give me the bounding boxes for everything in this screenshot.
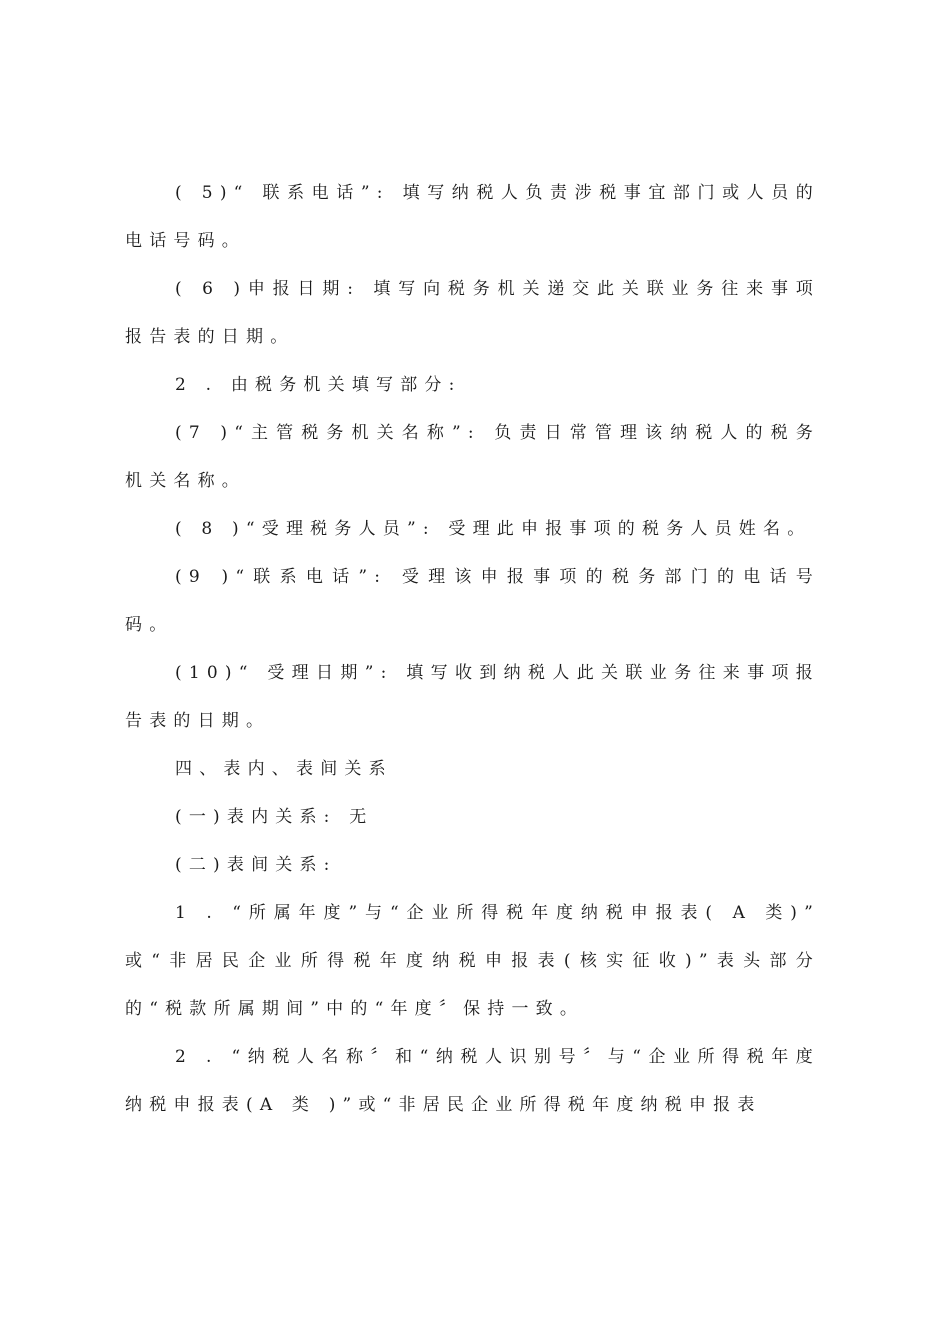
paragraph-acceptance-date: (10)“ 受理日期”: 填写收到纳税人此关联业务往来事项报告表的日期。 bbox=[125, 663, 820, 731]
section-heading-relationships: 四、表内、表间关系 bbox=[175, 759, 393, 779]
paragraph-tax-authority-section: 2 . 由税务机关填写部分: bbox=[175, 375, 462, 395]
paragraph-intra-table: (一)表内关系: 无 bbox=[175, 807, 374, 827]
paragraph-authority-name: (7 )“主管税务机关名称”: 负责日常管理该纳税人的税务机关名称。 bbox=[125, 423, 820, 491]
paragraph-department-phone: (9 )“联系电话”: 受理该申报事项的税务部门的电话号码。 bbox=[125, 567, 820, 635]
paragraph-inter-table: (二)表间关系: bbox=[175, 855, 337, 875]
paragraph-contact-phone: ( 5)“ 联系电话”: 填写纳税人负责涉税事宜部门或人员的电话号码。 bbox=[125, 183, 820, 251]
paragraph-declaration-date: ( 6 )申报日期: 填写向税务机关递交此关联业务往来事项报告表的日期。 bbox=[125, 279, 820, 347]
paragraph-rule-taxpayer: 2 . “纳税人名称〞和“纳税人识别号〞与“企业所得税年度纳税申报表(A 类 )”或“非居民企业所得税年度纳税申报表 bbox=[125, 1047, 820, 1115]
paragraph-rule-year: 1 . “所属年度”与“企业所得税年度纳税申报表( A 类)” 或“非居民企业所得税年度纳税申报表(核实征收)”表头部分的“税款所属期间”中的“年度〞保持一致。 bbox=[125, 903, 820, 1019]
document-body bbox=[125, 169, 820, 1129]
paragraph-accepting-officer: ( 8 )“受理税务人员”: 受理此申报事项的税务人员姓名。 bbox=[175, 519, 812, 539]
